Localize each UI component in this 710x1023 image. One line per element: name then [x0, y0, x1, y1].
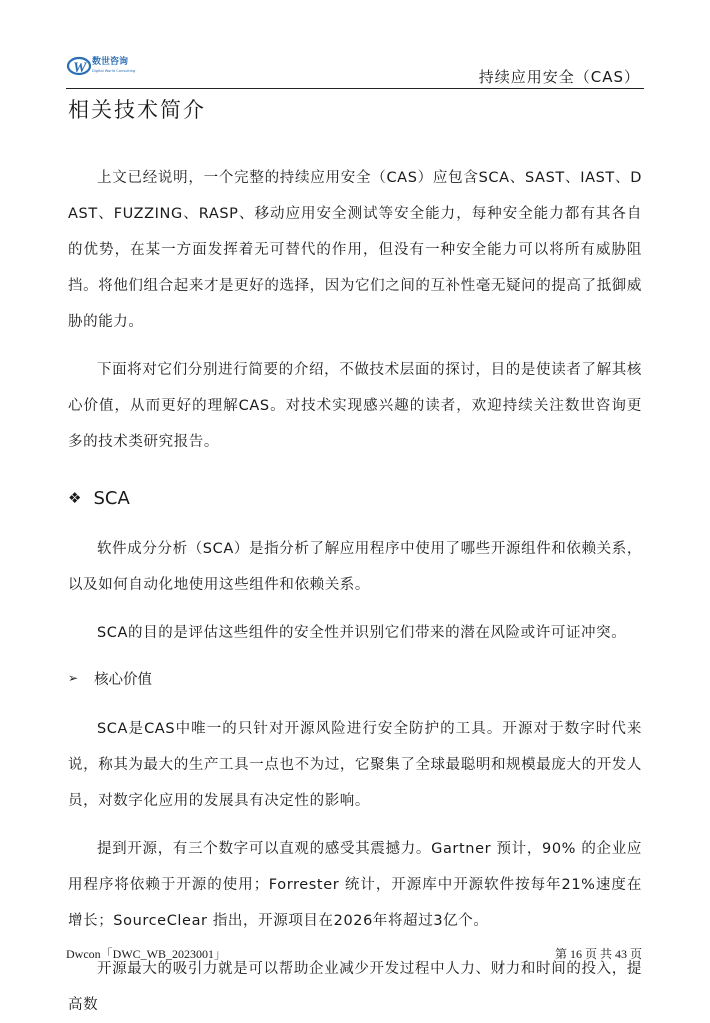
core-paragraph-3: 开源最大的吸引力就是可以帮助企业减少开发过程中人力、财力和时间的投入，提高数	[68, 961, 642, 1013]
section-title: 相关技术简介	[68, 98, 206, 122]
company-logo	[66, 50, 146, 80]
sca-heading-label: SCA	[93, 487, 130, 509]
sca-heading	[68, 483, 642, 513]
header-title: 持续应用安全（CAS）	[478, 68, 640, 86]
intro-paragraph-2: 下面将对它们分别进行简要的介绍，不做技术层面的探讨，目的是使读者了解其核心价值，从而更好的理解CAS。对技术实现感兴趣的读者，欢迎持续关注数世咨询更多的技术类研究报告。	[68, 362, 642, 450]
arrow-bullet-icon: ➢	[68, 671, 79, 685]
logo-icon	[66, 50, 146, 80]
page-content	[68, 96, 642, 1023]
diamond-bullet-icon: ❖	[68, 489, 82, 507]
footer-doc-id: Dwcon「DWC_WB_2023001」	[66, 947, 226, 961]
svg-text:W: W	[73, 60, 87, 76]
core-value-heading	[68, 665, 642, 691]
header-divider	[66, 88, 644, 89]
sca-paragraph-2: SCA的目的是评估这些组件的安全性并识别它们带来的潜在风险或许可证冲突。	[97, 625, 627, 641]
intro-paragraph-1: 上文已经说明，一个完整的持续应用安全（CAS）应包含SCA、SAST、IAST、DAST、FUZZING、RASP、移动应用安全测试等安全能力，每种安全能力都有其各自的优势，在某一方面发挥着无可替代的作用，但没有一种安全能力可以将所有威胁阻挡。将他们组合起来才是更好的选择，因为它们之间的互补性毫无疑问的提高了抵御威胁的能力。	[68, 170, 642, 330]
core-value-heading-label: 核心价值	[94, 671, 153, 688]
footer-page-number: 第 16 页 共 43 页	[554, 947, 642, 961]
core-paragraph-1: SCA是CAS中唯一的只针对开源风险进行安全防护的工具。开源对于数字时代来说，称其为最大的生产工具一点也不为过，它聚集了全球最聪明和规模最庞大的开发人员，对数字化应用的发展具有决定性的影响。	[68, 721, 642, 809]
logo-text: 数世咨询	[92, 57, 129, 67]
core-paragraph-2: 提到开源，有三个数字可以直观的感受其震撼力。Gartner 预计，90% 的企业应用程序将依赖于开源的使用；Forrester 统计，开源库中开源软件按每年21%速度在增长；SourceClear 指出，开源项目在2026年将超过3亿个。	[68, 841, 642, 929]
sca-paragraph-1: 软件成分分析（SCA）是指分析了解应用程序中使用了哪些开源组件和依赖关系，以及如何自动化地使用这些组件和依赖关系。	[68, 541, 642, 593]
logo-subtext: Digital World Consulting	[92, 69, 136, 73]
